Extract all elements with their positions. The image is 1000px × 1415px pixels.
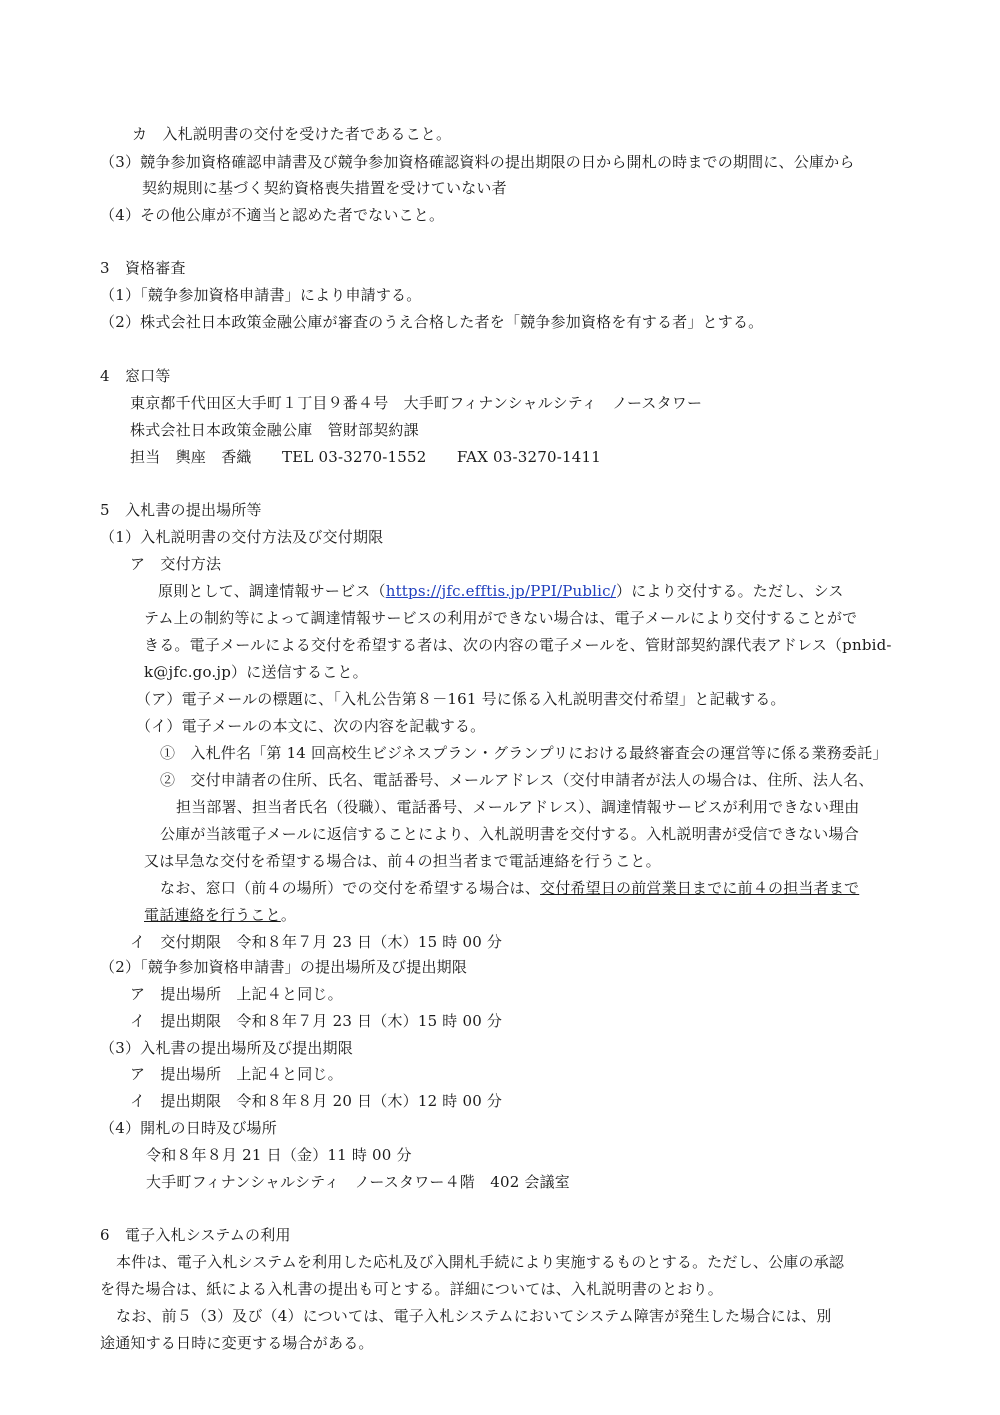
section-5-item-2: （2）「競争参加資格申請書」の提出場所及び提出期限 [100, 958, 468, 976]
section-3-item-2: （2）株式会社日本政策金融公庫が審査のうえ合格した者を「競争参加資格を有する者」とする。 [100, 313, 764, 331]
email-body-instruction: （イ）電子メールの本文に、次の内容を記載する。 [136, 717, 486, 735]
bid-opening-datetime: 令和８年８月 21 日（金）11 時 00 分 [146, 1146, 412, 1164]
contact-organization: 株式会社日本政策金融公庫 管財部契約課 [130, 421, 419, 439]
section-6-paragraph-2-line2: 途通知する日時に変更する場合がある。 [100, 1334, 374, 1352]
application-submission-deadline: イ 提出期限 令和８年７月 23 日（木）15 時 00 分 [130, 1012, 503, 1030]
email-body-item-2-line1: ② 交付申請者の住所、氏名、電話番号、メールアドレス（交付申請者が法人の場合は、住所、法人名、 [160, 771, 874, 789]
reply-paragraph-line2: 又は早急な交付を希望する場合は、前４の担当者まで電話連絡を行うこと。 [144, 852, 661, 870]
section-5-item-4: （4）開札の日時及び場所 [100, 1119, 277, 1137]
email-subject-instruction: （ア）電子メールの標題に、「入札公告第８－161 号に係る入札説明書交付希望」と記載する。 [136, 690, 786, 708]
email-body-item-2-line2: 担当部署、担当者氏名（役職）、電話番号、メールアドレス）、調達情報サービスが利用できない理由 [176, 798, 860, 816]
section-4-heading: 4 窓口等 [100, 367, 171, 385]
delivery-deadline: イ 交付期限 令和８年７月 23 日（木）15 時 00 分 [130, 933, 503, 951]
section-5-heading: 5 入札書の提出場所等 [100, 501, 262, 519]
section-3-heading: 3 資格審査 [100, 259, 186, 277]
section-6-paragraph-2-line1: なお、前５（3）及び（4）については、電子入札システムにおいてシステム障害が発生した場合には、別 [116, 1307, 832, 1325]
application-submission-place: ア 提出場所 上記４と同じ。 [130, 985, 343, 1003]
window-note-line2: 電話連絡を行うこと。 [144, 906, 297, 924]
contact-person: 担当 輿座 香織 TEL 03-3270-1552 FAX 03-3270-1411 [130, 448, 602, 466]
qual-item-3-line1: （3）競争参加資格確認申請書及び競争参加資格確認資料の提出期限の日から開札の時までの期間に、公庫から [100, 153, 855, 171]
delivery-method-heading: ア 交付方法 [130, 555, 222, 573]
section-6-heading: 6 電子入札システムの利用 [100, 1226, 291, 1244]
section-6-paragraph-1-line2: を得た場合は、紙による入札書の提出も可とする。詳細については、入札説明書のとおり。 [100, 1280, 723, 1298]
contact-address: 東京都千代田区大手町１丁目９番４号 大手町フィナンシャルシティ ノースタワー [130, 394, 703, 412]
delivery-paragraph-line3: きる。電子メールによる交付を希望する者は、次の内容の電子メールを、管財部契約課代表アドレス（pnbid- [144, 636, 892, 654]
section-5-item-1: （1）入札説明書の交付方法及び交付期限 [100, 528, 384, 546]
qual-item-3-line2: 契約規則に基づく契約資格喪失措置を受けていない者 [142, 179, 507, 197]
delivery-paragraph-line2: テム上の制約等によって調達情報サービスの利用ができない場合は、電子メールにより交付することがで [144, 609, 858, 627]
qual-item-ka: カ 入札説明書の交付を受けた者であること。 [132, 125, 452, 143]
section-6-paragraph-1-line1: 本件は、電子入札システムを利用した応札及び入開札手続により実施するものとする。ただし、公庫の承認 [116, 1253, 845, 1271]
bid-submission-place: ア 提出場所 上記４と同じ。 [130, 1065, 343, 1083]
section-5-item-3: （3）入札書の提出場所及び提出期限 [100, 1039, 353, 1057]
window-note-line1: なお、窓口（前４の場所）での交付を希望する場合は、交付希望日の前営業日までに前４の担当者まで [160, 879, 860, 897]
bid-submission-deadline: イ 提出期限 令和８年８月 20 日（木）12 時 00 分 [130, 1092, 503, 1110]
delivery-paragraph-line1: 原則として、調達情報サービス（https://jfc.efftis.jp/PPI/Public/）により交付する。ただし、シス [158, 582, 844, 600]
qual-item-4: （4）その他公庫が不適当と認めた者でないこと。 [100, 206, 445, 224]
delivery-paragraph-line4: k@jfc.go.jp）に送信すること。 [144, 663, 368, 681]
section-3-item-1: （1）「競争参加資格申請書」により申請する。 [100, 286, 422, 304]
reply-paragraph-line1: 公庫が当該電子メールに返信することにより、入札説明書を交付する。入札説明書が受信できない場合 [160, 825, 859, 843]
bid-opening-place: 大手町フィナンシャルシティ ノースタワー４階 402 会議室 [146, 1173, 571, 1191]
email-body-item-1: ① 入札件名「第 14 回高校生ビジネスプラン・グランプリにおける最終審査会の運営等に係る業務委託」 [160, 744, 888, 762]
procurement-service-link[interactable]: https://jfc.efftis.jp/PPI/Public/ [385, 582, 616, 600]
